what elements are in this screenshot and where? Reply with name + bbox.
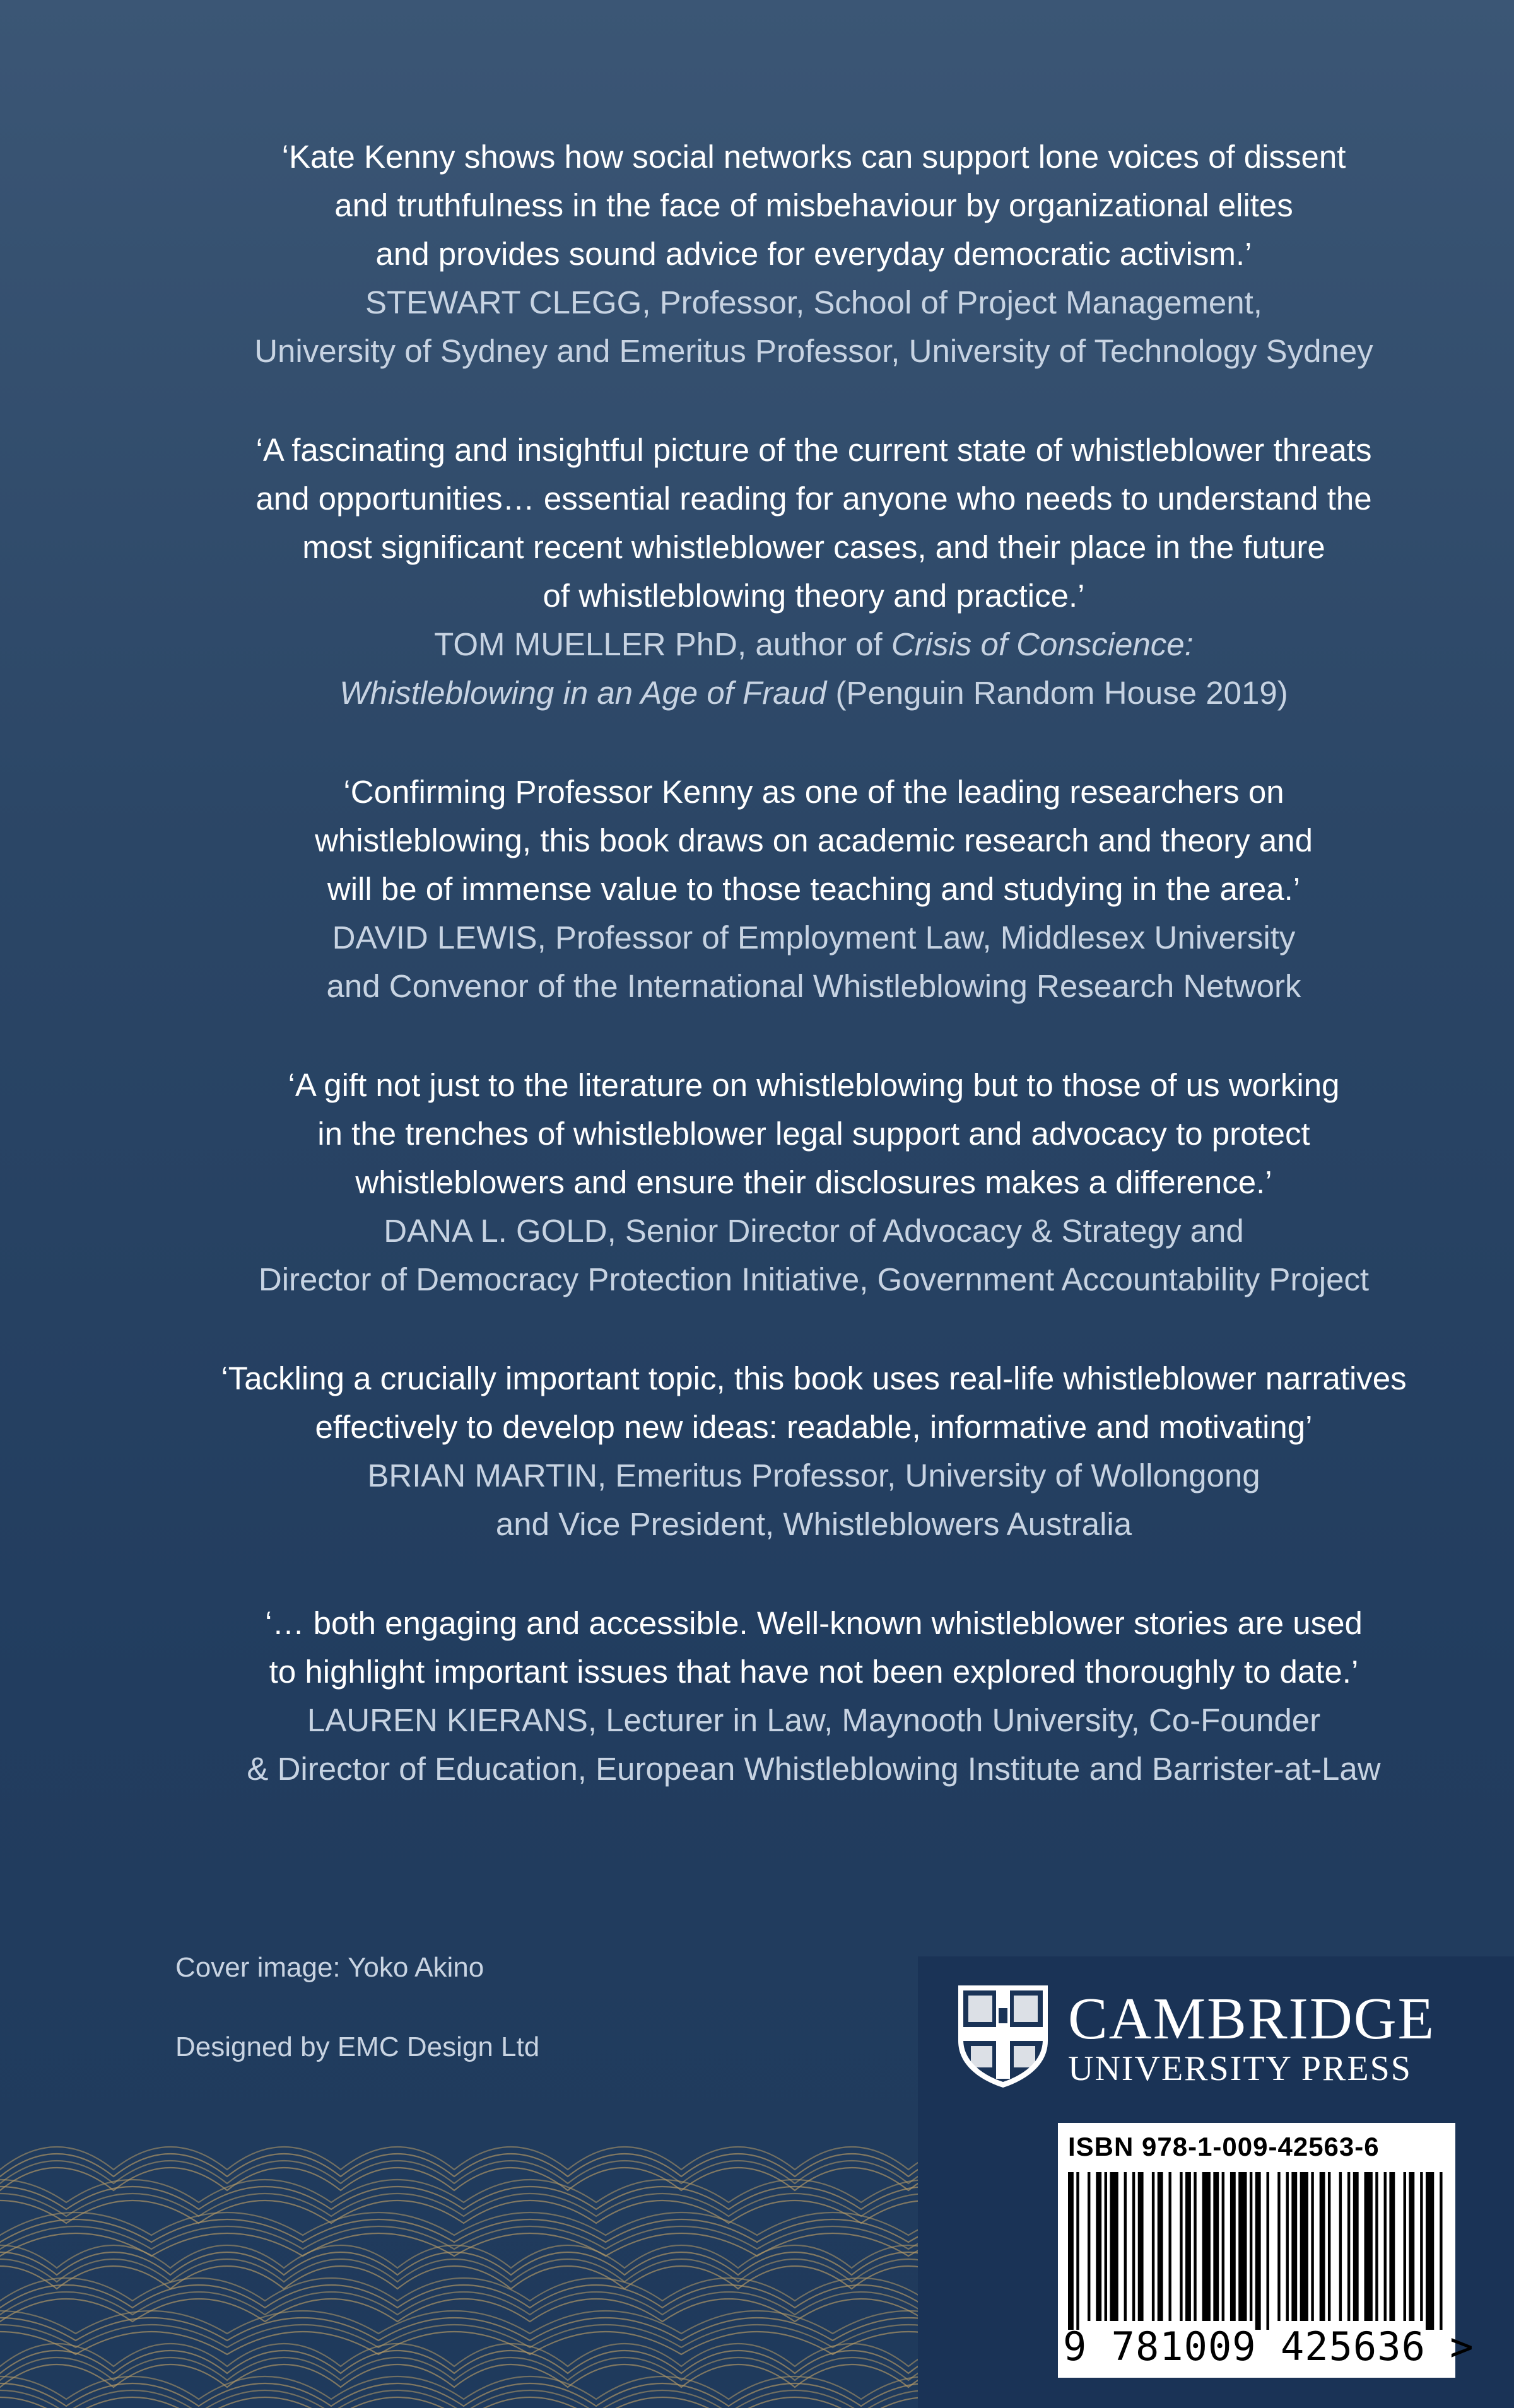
barcode-bar: [1375, 2172, 1378, 2321]
isbn-label: ISBN 978-1-009-42563-6: [1068, 2132, 1380, 2161]
quote-line: whistleblowing, this book draws on academic research and theory and: [315, 822, 1313, 858]
quote-line: ‘A gift not just to the literature on whistleblowing but to those of us working: [288, 1067, 1340, 1103]
endorser-name: DAVID LEWIS: [332, 920, 537, 956]
barcode-bar: [1250, 2172, 1252, 2321]
cover-image-credit: Cover image: Yoko Akino: [175, 1952, 484, 1983]
barcode-bar: [1339, 2172, 1342, 2321]
publication-info: (Penguin Random House 2019): [826, 675, 1288, 711]
barcode-bar: [1180, 2172, 1182, 2321]
endorsement-lewis: [189, 768, 1438, 1010]
attribution-line: [189, 620, 1438, 669]
quote-line: in the trenches of whistleblower legal support and advocacy to protect: [317, 1116, 1310, 1152]
publisher-panel: [918, 1956, 1514, 2408]
book-title: Crisis of Conscience:: [891, 626, 1194, 662]
barcode-bar: [1277, 2172, 1280, 2321]
endorsement-gold: [189, 1061, 1438, 1304]
barcode-bar: [1138, 2172, 1144, 2321]
barcode-bar: [1291, 2172, 1297, 2321]
attribution-line: Director of Democracy Protection Initiative, Government Accountability Project: [258, 1261, 1370, 1297]
barcode-bar: [1088, 2172, 1090, 2321]
university-crest-icon: [956, 1983, 1050, 2090]
endorser-name: BRIAN MARTIN: [367, 1458, 597, 1493]
quote-line: and truthfulness in the face of misbehaviour by organizational elites: [334, 187, 1293, 223]
attribution-line: University of Sydney and Emeritus Professor, University of Technology Sydney: [254, 333, 1373, 369]
attribution-line: [189, 1696, 1438, 1745]
barcode-bar: [1409, 2172, 1414, 2321]
barcode-bar: [1238, 2172, 1247, 2321]
barcode-bar: [1353, 2172, 1359, 2321]
barcode-bar: [1255, 2172, 1261, 2330]
barcode-bar: [1440, 2172, 1442, 2330]
barcode-bar: [1068, 2172, 1074, 2330]
attribution-line: and Vice President, Whistleblowers Australia: [495, 1506, 1132, 1542]
attribution-line: [189, 669, 1438, 717]
endorser-title: , Emeritus Professor, University of Wollongong: [597, 1458, 1260, 1493]
attribution-line: [189, 278, 1438, 327]
barcode-bar: [1076, 2172, 1079, 2330]
endorsement-mueller: [189, 426, 1438, 717]
endorsements: [189, 132, 1438, 1844]
barcode-bar: [1152, 2172, 1154, 2321]
quote-line: effectively to develop new ideas: readable, informative and motivating’: [315, 1409, 1313, 1445]
barcode-bar: [1286, 2172, 1289, 2321]
endorsement-clegg: [189, 132, 1438, 375]
endorser-title: , Senior Director of Advocacy & Strategy and: [607, 1213, 1244, 1249]
barcode-bar: [1213, 2172, 1219, 2321]
barcode-bar: [1158, 2172, 1163, 2321]
endorser-name: STEWART CLEGG: [365, 284, 642, 320]
barcode-bar: [1347, 2172, 1350, 2321]
barcode-bar: [1311, 2172, 1313, 2321]
quote-line: ‘Confirming Professor Kenny as one of the leading researchers on: [343, 774, 1284, 810]
barcode-bar: [1230, 2172, 1236, 2321]
attribution-line: and Convenor of the International Whistleblowing Research Network: [326, 968, 1301, 1004]
endorsement-kierans: [189, 1599, 1438, 1793]
endorser-name: LAUREN KIERANS: [307, 1702, 588, 1738]
barcode-bar: [1426, 2172, 1434, 2330]
endorser-title: , Professor, School of Project Management,: [642, 284, 1262, 320]
design-credit: Designed by EMC Design Ltd: [175, 2031, 540, 2062]
attribution-line: [189, 913, 1438, 962]
barcode-bar: [1202, 2172, 1211, 2321]
publisher-name: [1068, 1988, 1435, 2088]
publisher-name-line1: CAMBRIDGE: [1068, 1986, 1436, 2052]
endorser-title: , Professor of Employment Law, Middlesex University: [537, 920, 1296, 956]
barcode-bar: [1124, 2172, 1127, 2321]
barcode-bar: [1420, 2172, 1423, 2321]
barcode-bar: [1185, 2172, 1191, 2321]
quote-line: and provides sound advice for everyday democratic activism.’: [375, 236, 1252, 272]
attribution-line: & Director of Education, European Whistleblowing Institute and Barrister-at-Law: [247, 1751, 1381, 1787]
quote-line: of whistleblowing theory and practice.’: [543, 578, 1085, 614]
quote-line: ‘Tackling a crucially important topic, this book uses real-life whistleblower narratives: [221, 1360, 1407, 1396]
barcode-bar: [1389, 2172, 1395, 2321]
barcode-bar: [1364, 2172, 1373, 2321]
quote-line: ‘… both engaging and accessible. Well-known whistleblower stories are used: [265, 1605, 1363, 1641]
quote-line: ‘A fascinating and insightful picture of the current state of whistleblower threats: [255, 432, 1372, 468]
endorsement-martin: [189, 1354, 1438, 1548]
barcode-bar: [1300, 2172, 1308, 2321]
endorser-title: PhD, author of: [666, 626, 891, 662]
barcode-bar: [1105, 2172, 1107, 2321]
barcode-digits: 9 781009 425636 >: [1063, 2323, 1474, 2370]
attribution-line: [189, 1207, 1438, 1255]
barcode-bar: [1384, 2172, 1387, 2321]
barcode-bar: [1194, 2172, 1196, 2321]
quote-line: ‘Kate Kenny shows how social networks can support lone voices of dissent: [281, 139, 1346, 175]
barcode-bar: [1320, 2172, 1325, 2321]
endorser-title: , Lecturer in Law, Maynooth University, Co-Founder: [587, 1702, 1321, 1738]
publisher-logo: [956, 1983, 1486, 2090]
book-subtitle: Whistleblowing in an Age of Fraud: [339, 675, 827, 711]
isbn-barcode: [1058, 2123, 1474, 2378]
endorser-name: DANA L. GOLD: [384, 1213, 607, 1249]
credits: [175, 1952, 539, 2111]
quote-line: will be of immense value to those teaching and studying in the area.’: [327, 871, 1301, 907]
barcode-bar: [1132, 2172, 1135, 2321]
barcode-bar: [1110, 2172, 1118, 2321]
barcode-bar: [1404, 2172, 1406, 2321]
quote-line: most significant recent whistleblower cases, and their place in the future: [302, 529, 1325, 565]
endorser-name: TOM MUELLER: [434, 626, 666, 662]
publisher-name-line2: UNIVERSITY PRESS: [1068, 2049, 1412, 2088]
barcode-bar: [1328, 2172, 1330, 2321]
barcode-bars: [1068, 2172, 1445, 2330]
barcode-bar: [1096, 2172, 1101, 2321]
barcode-bar: [1267, 2172, 1269, 2330]
barcode-bar: [1222, 2172, 1224, 2321]
barcode-bar: [1168, 2172, 1171, 2321]
quote-line: whistleblowers and ensure their disclosures makes a difference.’: [355, 1164, 1272, 1200]
quote-line: to highlight important issues that have not been explored thoroughly to date.’: [269, 1654, 1359, 1690]
quote-line: and opportunities… essential reading for anyone who needs to understand the: [255, 481, 1372, 517]
attribution-line: [189, 1451, 1438, 1500]
